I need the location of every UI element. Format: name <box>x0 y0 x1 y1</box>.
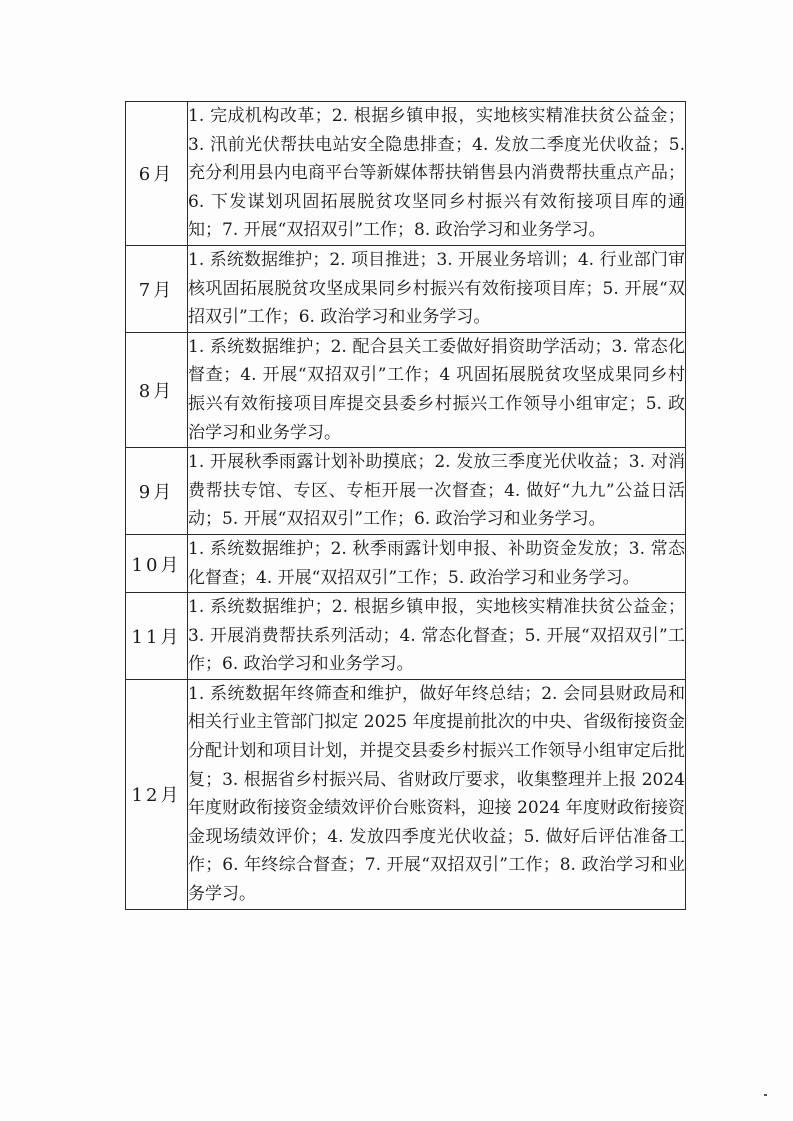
table-row-july <box>126 245 686 332</box>
task-cell: 1. 系统数据年终筛查和维护，做好年终总结；2. 会同县财政局和相关行业主管部门拟定 2025 年度提前批次的中央、省级衔接资金分配计划和项目计划，并提交县委乡村振兴工作领导小组审定后批复；3. 根据省乡村振兴局、省财政厅要求，收集整理并上报 2024 年度财政衔接资金绩效评价台账资料，迎接 2024 年度财政衔接资金现场绩效评价；4. 发放四季度光伏收益；5. 做好后评估准备工作；6. 年终综合督查；7. 开展“双招双引”工作；8. 政治学习和业务学习。 <box>188 679 686 909</box>
task-cell: 1. 开展秋季雨露计划补助摸底；2. 发放三季度光伏收益；3. 对消费帮扶专馆、专区、专柜开展一次督查；4. 做好“九九”公益日活动；5. 开展“双招双引”工作；6. 政治学习和业务学习。 <box>188 448 686 535</box>
month-cell: 9月 <box>126 448 188 535</box>
month-cell: 8月 <box>126 332 188 447</box>
table-row-august <box>126 332 686 447</box>
task-cell: 1. 系统数据维护；2. 配合县关工委做好捐资助学活动；3. 常态化督查；4. 开展“双招双引”工作；4 巩固拓展脱贫攻坚成果同乡村振兴有效衔接项目库提交县委乡村振兴工作领导小组审定；5. 政治学习和业务学习。 <box>188 332 686 447</box>
table-row-october <box>126 534 686 592</box>
monthly-plan-table <box>125 101 686 910</box>
month-cell: 7月 <box>126 245 188 332</box>
scan-speck <box>764 1094 767 1096</box>
table-row-june <box>126 102 686 246</box>
month-cell: 11月 <box>126 593 188 680</box>
task-cell: 1. 系统数据维护；2. 根据乡镇申报，实地核实精准扶贫公益金；3. 开展消费帮扶系列活动；4. 常态化督查；5. 开展“双招双引”工作；6. 政治学习和业务学习。 <box>188 593 686 680</box>
month-cell: 10月 <box>126 534 188 592</box>
month-cell: 12月 <box>126 679 188 909</box>
table-row-september <box>126 448 686 535</box>
task-cell: 1. 完成机构改革；2. 根据乡镇申报，实地核实精准扶贫公益金；3. 汛前光伏帮扶电站安全隐患排查；4. 发放二季度光伏收益；5. 充分利用县内电商平台等新媒体帮扶销售县内消费帮扶重点产品；6. 下发谋划巩固拓展脱贫攻坚同乡村振兴有效衔接项目库的通知；7. 开展“双招双引”工作；8. 政治学习和业务学习。 <box>188 102 686 246</box>
task-cell: 1. 系统数据维护；2. 秋季雨露计划申报、补助资金发放；3. 常态化督查；4. 开展“双招双引”工作；5. 政治学习和业务学习。 <box>188 534 686 592</box>
task-cell: 1. 系统数据维护；2. 项目推进；3. 开展业务培训；4. 行业部门审核巩固拓展脱贫攻坚成果同乡村振兴有效衔接项目库；5. 开展“双招双引”工作；6. 政治学习和业务学习。 <box>188 245 686 332</box>
table-row-december <box>126 679 686 909</box>
table-row-november <box>126 593 686 680</box>
month-cell: 6月 <box>126 102 188 246</box>
